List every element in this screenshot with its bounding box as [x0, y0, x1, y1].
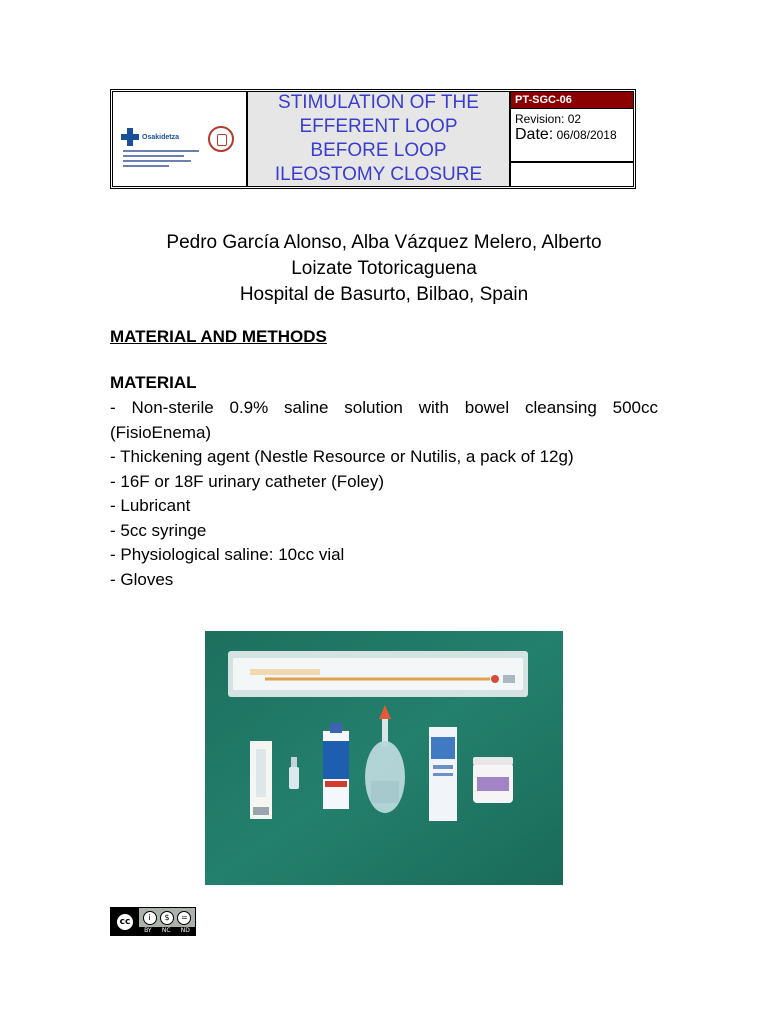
title-line: STIMULATION OF THE [278, 92, 479, 113]
urinary-catheter-package [228, 651, 528, 697]
lubricant-tube [323, 723, 349, 809]
date-label: Date [515, 126, 549, 143]
cc-term-nd: ND [180, 927, 190, 934]
empty-cell [511, 163, 633, 186]
document-header [110, 89, 636, 189]
list-item: - Thickening agent (Nestle Resource or Nutilis, a pack of 12g) [110, 447, 574, 466]
logo-subtext [123, 150, 199, 170]
revision-value: 02 [567, 112, 582, 126]
logo-cell [113, 92, 248, 186]
cc-icon: cc [115, 912, 135, 932]
cross-icon [121, 128, 139, 146]
authors-line: Pedro García Alonso, Alba Vázquez Melero, Alberto [166, 232, 602, 253]
title-cell [248, 92, 511, 186]
list-item: - Physiological saline: 10cc vial [110, 545, 345, 564]
title-line: EFFERENT LOOP [299, 116, 458, 137]
revision-block [511, 109, 633, 163]
affiliation: Hospital de Basurto, Bilbao, Spain [239, 284, 529, 305]
date-value: 06/08/2018 [556, 128, 617, 142]
attribution-icon: i [143, 911, 157, 925]
revision-line [515, 112, 633, 126]
creative-commons-license-badge [110, 907, 196, 936]
date-line [515, 126, 633, 144]
material-list [110, 396, 658, 592]
logo-name: Osakidetza [142, 133, 179, 141]
document-code: PT-SGC-06 [511, 92, 633, 109]
authors-block [0, 230, 768, 308]
document-title [275, 91, 482, 187]
thickening-sachet [429, 727, 457, 821]
material-title: MATERIAL [110, 373, 197, 392]
title-line: BEFORE LOOP [310, 140, 447, 161]
noderivatives-icon: = [177, 911, 191, 925]
materials-photo [205, 631, 563, 885]
cc-term-by: BY [144, 927, 152, 934]
list-item: - 5cc syringe [110, 520, 207, 540]
revision-label: Revision: [515, 112, 565, 126]
section-title: MATERIAL AND METHODS [110, 327, 327, 346]
thickener-container [473, 757, 513, 803]
cc-terms-icons [139, 908, 195, 927]
title-line: ILEOSTOMY CLOSURE [274, 164, 483, 185]
list-item: - Non-sterile 0.9% saline solution with bowel cleansing 500cc (FisioEnema) [110, 398, 658, 442]
cc-term-nc: NC [161, 927, 171, 934]
noncommercial-icon: $ [160, 911, 174, 925]
cc-logo [111, 908, 139, 935]
hospital-seal-icon [208, 126, 234, 152]
date-separator: : [548, 126, 554, 143]
cc-term-labels [139, 927, 195, 935]
list-item: - Lubricant [110, 496, 191, 515]
list-item: - Gloves [110, 569, 174, 589]
osakidetza-logo [121, 128, 179, 146]
meta-cell [511, 92, 633, 186]
syringe-package [250, 741, 272, 819]
list-item: - 16F or 18F urinary catheter (Foley) [110, 471, 384, 491]
cc-terms-block [139, 908, 195, 935]
authors-line: Loizate Totoricaguena [291, 258, 477, 279]
